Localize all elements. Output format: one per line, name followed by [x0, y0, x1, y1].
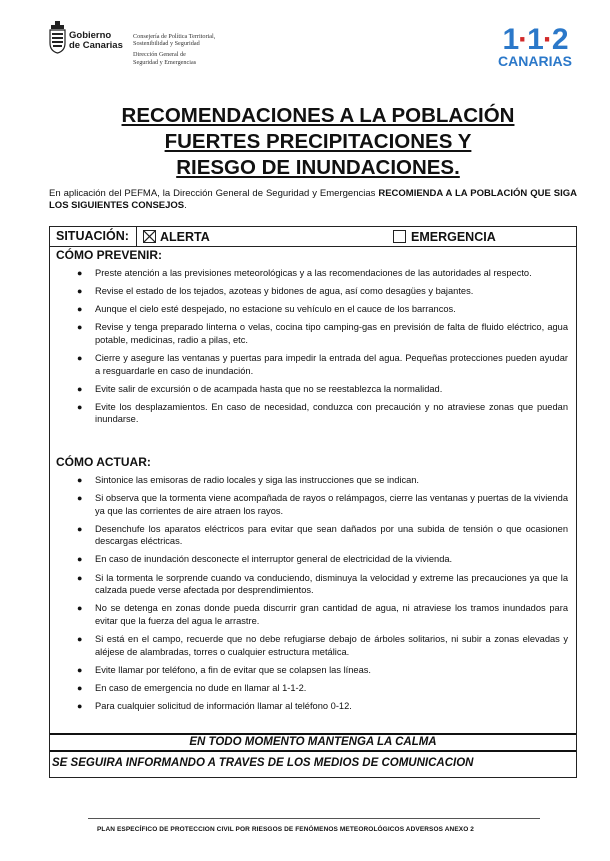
alerta-checkbox[interactable]	[143, 230, 156, 243]
title-line1: RECOMENDACIONES A LA POBLACIÓN	[121, 104, 515, 127]
prevenir-heading: CÓMO PREVENIR:	[56, 248, 163, 262]
department-line4: Seguridad y Emergencias	[133, 58, 197, 66]
intro-paragraph	[49, 188, 577, 212]
government-name-line1: Gobierno	[69, 30, 112, 41]
prevenir-list	[50, 267, 576, 431]
list-item: ● Evite llamar por teléfono, a fin de evitar que se colapsen las líneas.	[77, 664, 371, 675]
list-item: ● Preste atención a las previsiones meteorológicas y a las recomendaciones de las autoridades al respecto.	[77, 268, 532, 278]
title-line2: FUERTES PRECIPITACIONES Y	[164, 130, 472, 153]
recommendations-box	[49, 226, 577, 778]
list-item: ● Sintonice las emisoras de radio locales y siga las instrucciones que se indican.	[77, 475, 420, 485]
list-item: ● Evite los desplazamientos. En caso de necesidad, conduzca con precaución y no atraviese zonas que puedan inundarse.	[77, 401, 568, 425]
list-item: ● Revise el estado de los tejados, azoteas y bidones de agua, así como desagües y bajantes.	[77, 286, 474, 297]
list-item: ● Para cualquier solicitud de información llamar al teléfono 0-12.	[77, 700, 352, 711]
list-item: ● Si la tormenta le sorprende cuando va conduciendo, disminuya la velocidad y extreme las precauciones ya que la calzada puede verse afectada por desprendimientos.	[77, 572, 568, 596]
list-item: ● Si está en el campo, recuerde que no debe refugiarse debajo de árboles solitarios, ni subir a zonas elevadas y aléjese de alambradas, torres o cualquier estructura metálica.	[77, 633, 568, 657]
situation-divider	[136, 227, 137, 246]
intro-text: En aplicación del PEFMA, la Dirección General de Seguridad y Emergencias	[49, 188, 379, 199]
actuar-list	[50, 474, 576, 718]
department-line3: Dirección General de	[133, 51, 186, 59]
page-header	[0, 0, 610, 90]
department-line1: Consejería de Política Territorial,	[133, 33, 216, 40]
emergencia-label: EMERGENCIA	[411, 230, 496, 244]
footer-divider	[88, 818, 540, 819]
actuar-heading: CÓMO ACTUAR:	[56, 455, 151, 469]
list-item: ● Evite salir de excursión o de acampada hasta que no se reestablezca la normalidad.	[77, 383, 443, 394]
page-footer: PLAN ESPECÍFICO DE PROTECCION CIVIL POR RIESGOS DE FENÓMENOS METEOROLÓGICOS ADVERSOS ANEXO 2	[97, 826, 474, 833]
emergency-112-logo	[497, 23, 573, 69]
logo-112-number: 1·1·2	[502, 23, 568, 56]
intro-bold-text: RECOMIENDA A LA POBLACIÓN QUE SIGA LOS SIGUIENTES CONSEJOS	[49, 188, 577, 211]
list-item: ● En caso de inundación desconecte el interruptor general de electricidad de la vivienda.	[77, 554, 453, 565]
title-line3: RIESGO DE INUNDACIONES.	[176, 156, 460, 179]
department-name	[133, 33, 253, 66]
situation-label: SITUACIÓN:	[56, 229, 129, 243]
check-cross-icon	[144, 231, 155, 242]
list-item: ● Revise y tenga preparado linterna o velas, cocina tipo camping-gas en previsión de falta de fluido eléctrico, agua potable, medicinas, radio a pilas, etc.	[77, 322, 568, 345]
list-item: ● En caso de emergencia no dude en llamar al 1-1-2.	[77, 682, 307, 693]
coat-of-arms-icon	[49, 21, 66, 54]
emergencia-checkbox[interactable]	[393, 230, 406, 243]
informando-text: SE SEGUIRA INFORMANDO A TRAVES DE LOS MEDIOS DE COMUNICACION	[52, 757, 474, 769]
department-line2: Sostenibilidad y Seguridad	[133, 40, 200, 48]
situation-row	[50, 227, 576, 247]
intro-end: .	[184, 200, 187, 211]
government-name	[69, 31, 123, 51]
page-title	[60, 103, 576, 181]
list-item: ● No se detenga en zonas donde pueda discurrir gran cantidad de agua, ni atraviese los tramos inundados para evitar que la fuerza del agua le arrastre.	[77, 603, 568, 626]
calma-banner: EN TODO MOMENTO MANTENGA LA CALMA	[50, 733, 576, 752]
alerta-label: ALERTA	[160, 230, 210, 244]
list-item: ● Si observa que la tormenta viene acompañada de rayos o relámpagos, cierre las ventanas y puertas de la vivienda ya que las corrientes de aire atraen los rayos.	[77, 493, 568, 516]
list-item: ● Aunque el cielo esté despejado, no estacione su vehículo en el cauce de los barrancos.	[77, 304, 456, 315]
government-name-line2: de Canarias	[69, 40, 123, 51]
list-item: ● Cierre y asegure las ventanas y puertas para impedir la entrada del agua. Pequeñas protecciones pueden ayudar a resguardarle en caso de inundación.	[77, 352, 568, 376]
list-item: ● Desenchufe los aparatos eléctricos para evitar que sean dañados por una subida de tensión o que ocasionen descargas eléctricas.	[77, 523, 568, 547]
logo-place-name: CANARIAS	[498, 53, 572, 69]
